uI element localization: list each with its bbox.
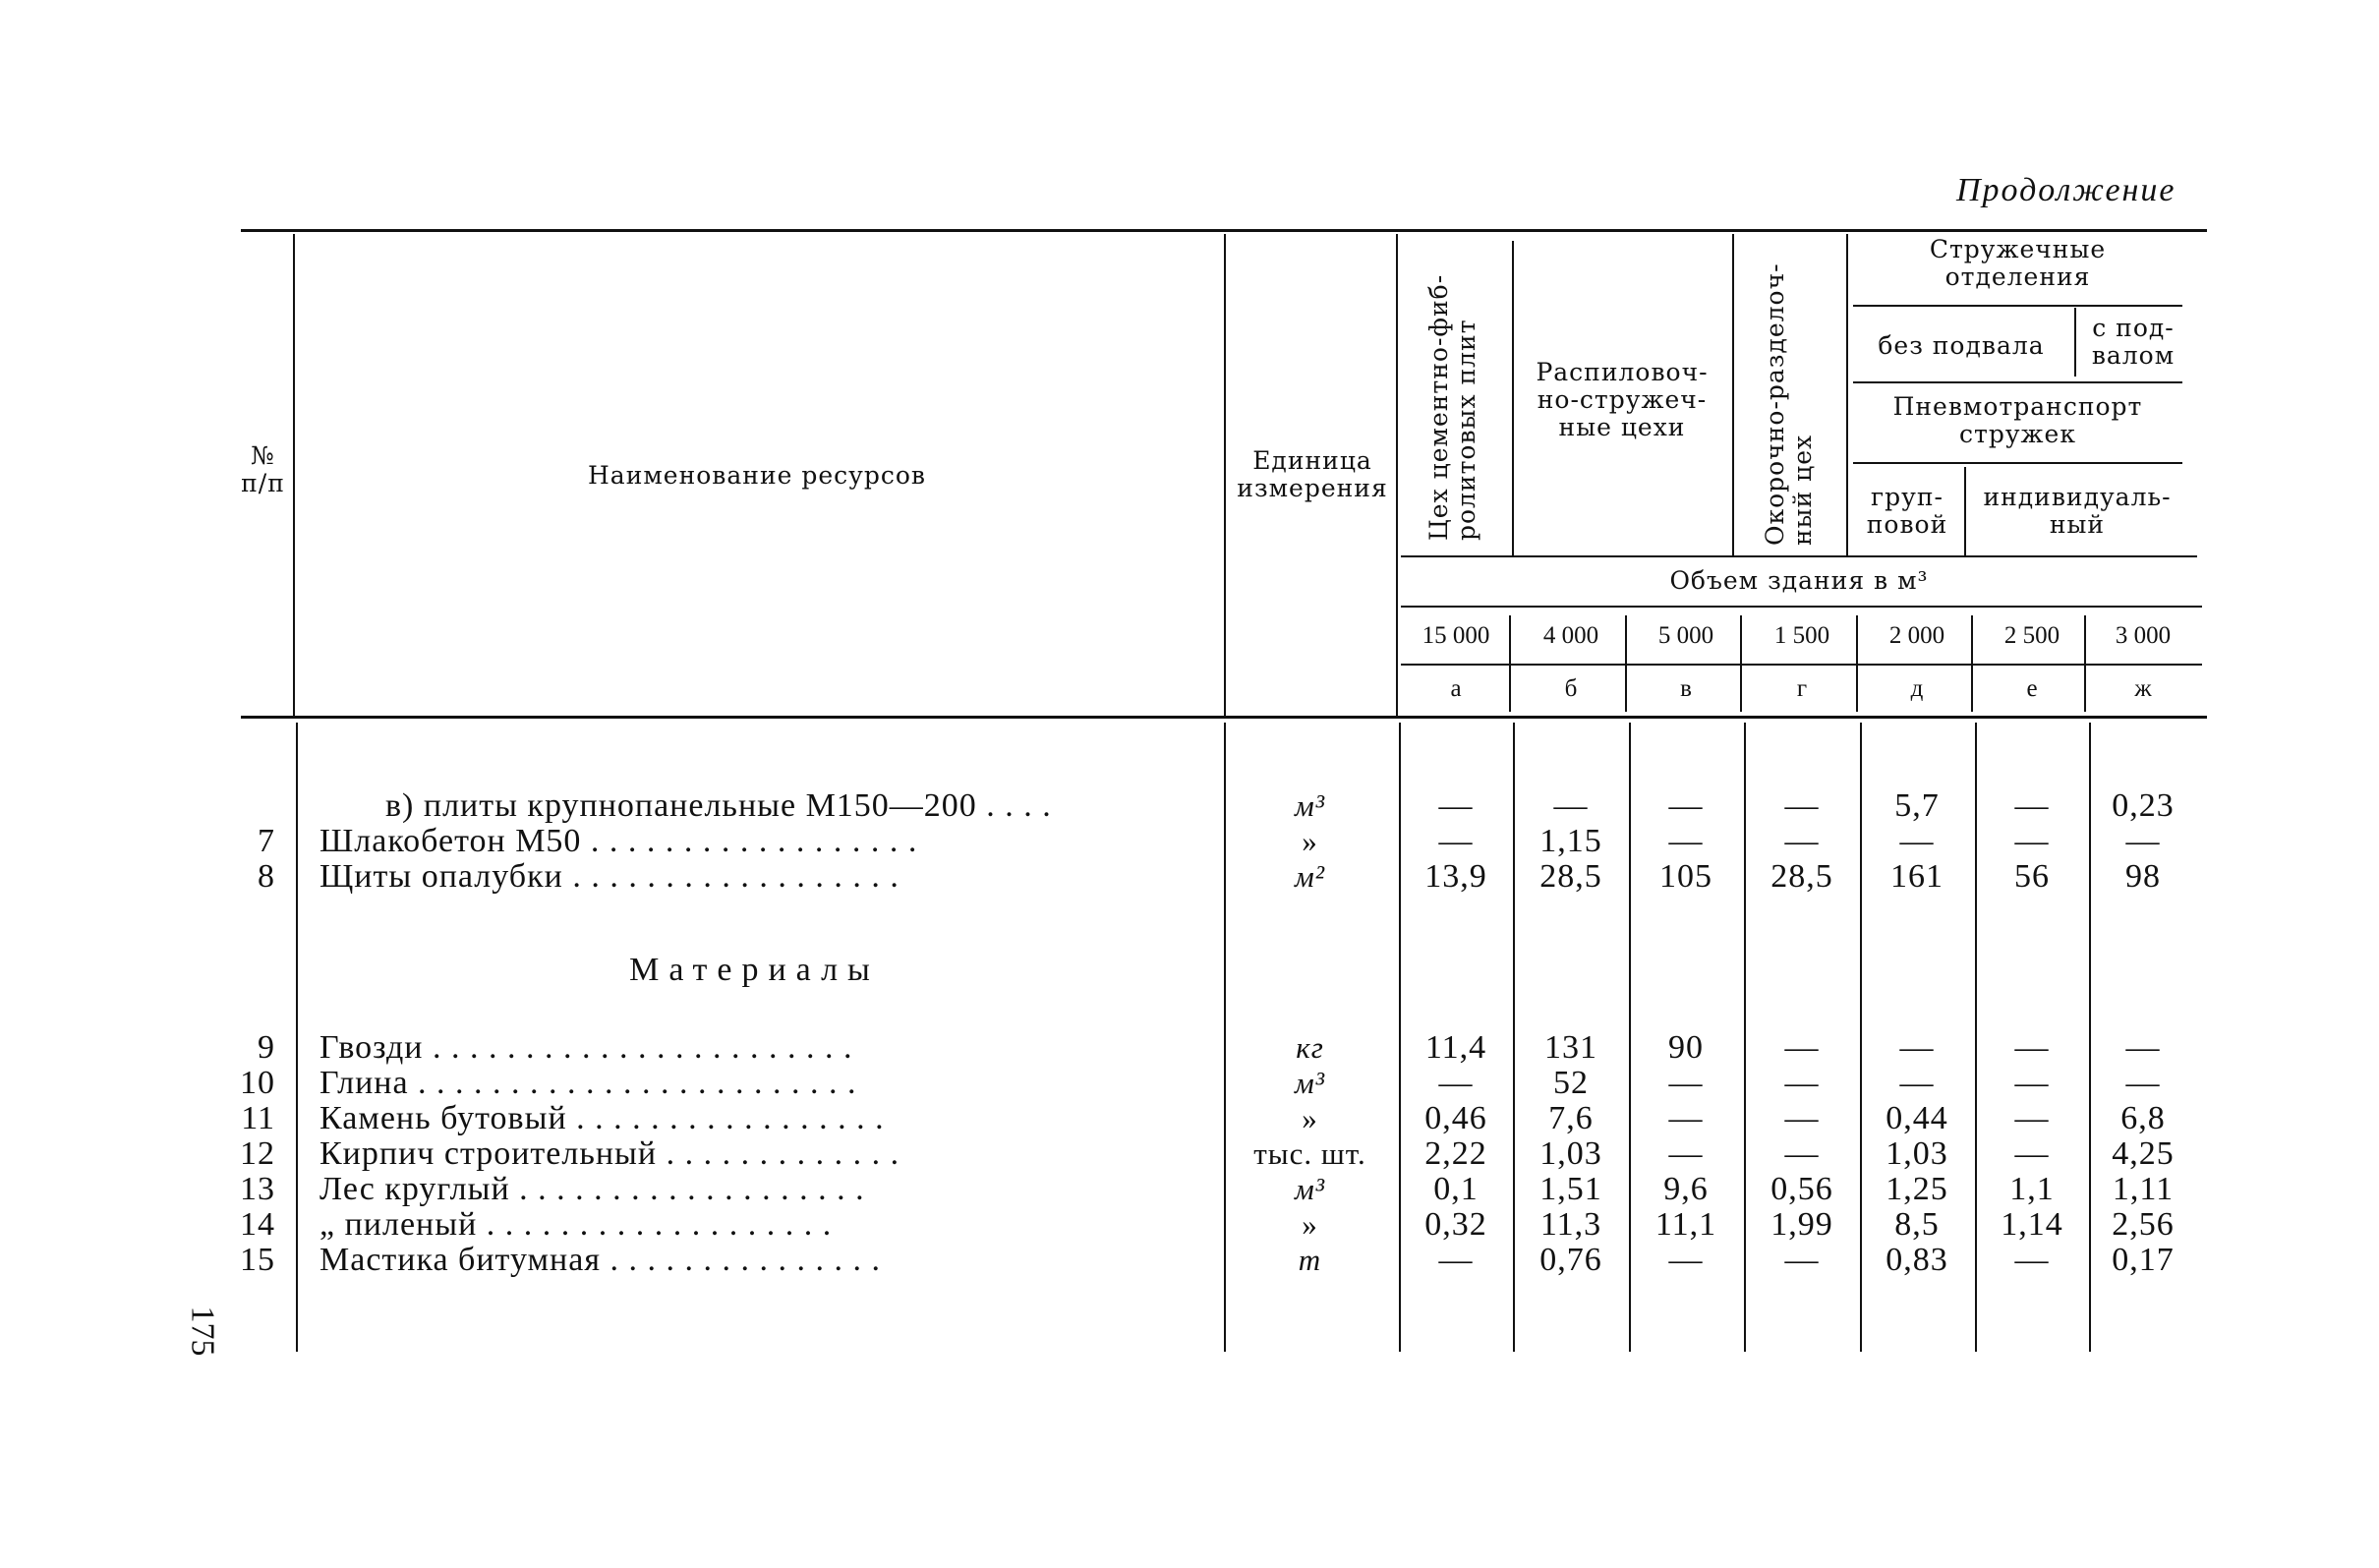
row-number: 11 [241,1100,275,1136]
header-divider [1846,234,1848,555]
table-row [0,824,2379,859]
value-cell: 8,5 [1894,1206,1940,1243]
value-cell: — [1784,1065,1820,1101]
value-cell: 13,9 [1424,858,1487,895]
table-row [0,859,2379,895]
header-divider [1512,241,1514,555]
value-cell: — [1784,1029,1820,1066]
resource-name: Шлакобетон М50 . . . . . . . . . . . . . . . . . . [319,824,918,859]
value-cell: — [1899,1029,1935,1066]
column-letter: г [1796,675,1808,702]
header-individual: индивидуаль-ный [1983,483,2172,539]
volume-value: 1 500 [1773,622,1830,649]
table-row [0,1207,2379,1243]
volume-value: 5 000 [1657,622,1714,649]
table-row [0,1066,2379,1101]
unit-cell: тыс. шт. [1253,1136,1366,1171]
volume-value: 3 000 [2115,622,2172,649]
resource-name: Лес круглый . . . . . . . . . . . . . . . . . . . [319,1172,865,1207]
header-bottom-rule [241,716,2207,719]
value-cell: — [2125,823,2161,859]
header-unit: Единица измерения [1237,446,1388,502]
resource-name: Кирпич строительный . . . . . . . . . . . . . [319,1136,900,1172]
value-cell: 0,46 [1424,1100,1487,1136]
value-cell: 1,14 [2001,1206,2063,1243]
unit-cell: т [1298,1243,1322,1277]
header-subrule [1401,555,2197,557]
value-cell: — [2014,1242,2050,1278]
value-cell: 1,03 [1539,1135,1602,1172]
volume-value: 2 000 [1888,622,1945,649]
table-row [0,1243,2379,1278]
resource-name: Гвозди . . . . . . . . . . . . . . . . . . . . . . . [319,1030,853,1066]
resource-name: Щиты опалубки . . . . . . . . . . . . . . . . . . [319,859,899,895]
row-number: 7 [258,823,275,859]
value-cell: — [1553,787,1589,824]
header-divider [1396,234,1398,716]
header-with-basement: с под-валом [2091,314,2176,370]
header-divider [1224,234,1226,716]
value-cell: 2,22 [1424,1135,1487,1172]
value-cell: — [1899,1065,1935,1101]
value-cell: 4,25 [2112,1135,2175,1172]
value-cell: — [1899,823,1935,859]
value-cell: — [1668,1100,1704,1136]
column-letter: а [1450,675,1462,702]
header-col-bc: Распиловоч-но-стружеч-ные цехи [1536,358,1709,441]
unit-cell: кг [1296,1030,1324,1065]
value-cell: — [2014,1100,2050,1136]
header-volume: Объем здания в м³ [1669,566,1929,595]
value-cell: — [2014,1065,2050,1101]
value-cell: — [1668,823,1704,859]
value-cell: 1,03 [1886,1135,1948,1172]
unit-cell: » [1302,1101,1318,1135]
value-cell: 0,1 [1433,1171,1479,1207]
value-cell: — [1438,787,1474,824]
resource-name: Глина . . . . . . . . . . . . . . . . . . . . . . . . [319,1066,857,1101]
value-cell: 131 [1544,1029,1597,1066]
table-row [0,1136,2379,1172]
column-letter: в [1680,675,1692,702]
value-cell: — [1438,1065,1474,1101]
header-divider [293,234,295,716]
unit-cell: м³ [1294,788,1326,823]
unit-cell: » [1302,824,1318,858]
value-cell: 0,83 [1886,1242,1948,1278]
header-num: № п/п [241,441,285,497]
resource-name: „ пиленый . . . . . . . . . . . . . . . . . . . [319,1207,833,1243]
row-number: 9 [258,1029,275,1066]
value-cell: 105 [1659,858,1712,895]
value-cell: 11,4 [1424,1029,1487,1066]
header-divider [1964,467,1966,555]
header-subrule [1853,381,2182,383]
value-cell: — [2125,1029,2161,1066]
value-cell: — [1784,787,1820,824]
header-shavings: Стружечные отделения [1929,235,2107,291]
volume-value: 4 000 [1542,622,1599,649]
value-cell: 56 [2014,858,2050,895]
value-cell: 5,7 [1894,787,1940,824]
value-cell: 1,1 [2009,1171,2055,1207]
header-divider [2074,308,2076,377]
volume-value: 15 000 [1422,622,1490,649]
header-subrule [1853,305,2182,307]
header-name: Наименование ресурсов [587,461,926,490]
value-cell: 0,23 [2112,787,2175,824]
value-cell: — [1438,823,1474,859]
table-row [0,788,2379,824]
value-cell: — [2125,1065,2161,1101]
page-number: 175 [184,1306,221,1357]
header-col-a: Цех цементно-фиб-ролитовых плит [1424,273,1480,541]
row-number: 15 [240,1242,275,1278]
value-cell: 52 [1553,1065,1589,1101]
section-materials: Материалы [629,952,880,988]
value-cell: 161 [1890,858,1944,895]
value-cell: 11,3 [1539,1206,1602,1243]
table-row [0,1172,2379,1207]
header-col-g: Окорочно-разделоч-ный цех [1761,262,1817,546]
column-letter: д [1910,675,1924,702]
value-cell: — [1668,1242,1704,1278]
value-cell: 1,11 [2112,1171,2175,1207]
value-cell: 6,8 [2120,1100,2166,1136]
value-cell: 9,6 [1663,1171,1709,1207]
row-number: 10 [240,1065,275,1101]
header-no-basement: без подвала [1878,331,2045,360]
value-cell: 2,56 [2112,1206,2175,1243]
header-subrule [1401,664,2202,666]
value-cell: — [1784,1100,1820,1136]
column-letter: е [2026,675,2038,702]
continuation-label: Продолжение [1956,172,2176,208]
value-cell: 1,99 [1770,1206,1833,1243]
value-cell: 1,51 [1539,1171,1602,1207]
value-cell: — [1784,1242,1820,1278]
value-cell: 98 [2125,858,2161,895]
value-cell: 11,1 [1654,1206,1717,1243]
unit-cell: м² [1294,859,1326,894]
resource-name: Мастика битумная . . . . . . . . . . . . . . . [319,1243,881,1278]
header-group: груп-повой [1866,483,1948,539]
value-cell: 0,32 [1424,1206,1487,1243]
value-cell: 0,44 [1886,1100,1948,1136]
header-pneumo: Пневмотранспорт стружек [1892,392,2143,448]
value-cell: — [2014,787,2050,824]
header-subrule [1853,462,2182,464]
value-cell: 1,25 [1886,1171,1948,1207]
value-cell: — [1784,823,1820,859]
resource-name: Камень бутовый . . . . . . . . . . . . . . . . . [319,1101,885,1136]
value-cell: — [1668,1135,1704,1172]
value-cell: — [2014,823,2050,859]
row-number: 12 [240,1135,275,1172]
value-cell: — [2014,1029,2050,1066]
row-number: 14 [240,1206,275,1243]
unit-cell: м³ [1294,1172,1326,1206]
value-cell: 28,5 [1539,858,1602,895]
value-cell: — [2014,1135,2050,1172]
value-cell: — [1668,787,1704,824]
value-cell: 0,76 [1539,1242,1602,1278]
value-cell: — [1668,1065,1704,1101]
value-cell: 7,6 [1548,1100,1594,1136]
value-cell: 0,17 [2112,1242,2175,1278]
resource-name: в) плиты крупнопанельные М150—200 . . . . [385,788,1052,824]
unit-cell: » [1302,1207,1318,1242]
column-letter: б [1564,675,1578,702]
header-subrule [1401,606,2202,608]
row-number: 8 [258,858,275,895]
value-cell: 0,56 [1770,1171,1833,1207]
value-cell: — [1438,1242,1474,1278]
value-cell: — [1784,1135,1820,1172]
table-row [0,1101,2379,1136]
header-divider [1732,234,1734,555]
row-number: 13 [240,1171,275,1207]
value-cell: 1,15 [1539,823,1602,859]
unit-cell: м³ [1294,1066,1326,1100]
volume-value: 2 500 [2003,622,2060,649]
column-letter: ж [2134,675,2152,702]
table-top-rule [241,229,2207,232]
value-cell: 90 [1668,1029,1704,1066]
table-row [0,1030,2379,1066]
value-cell: 28,5 [1770,858,1833,895]
